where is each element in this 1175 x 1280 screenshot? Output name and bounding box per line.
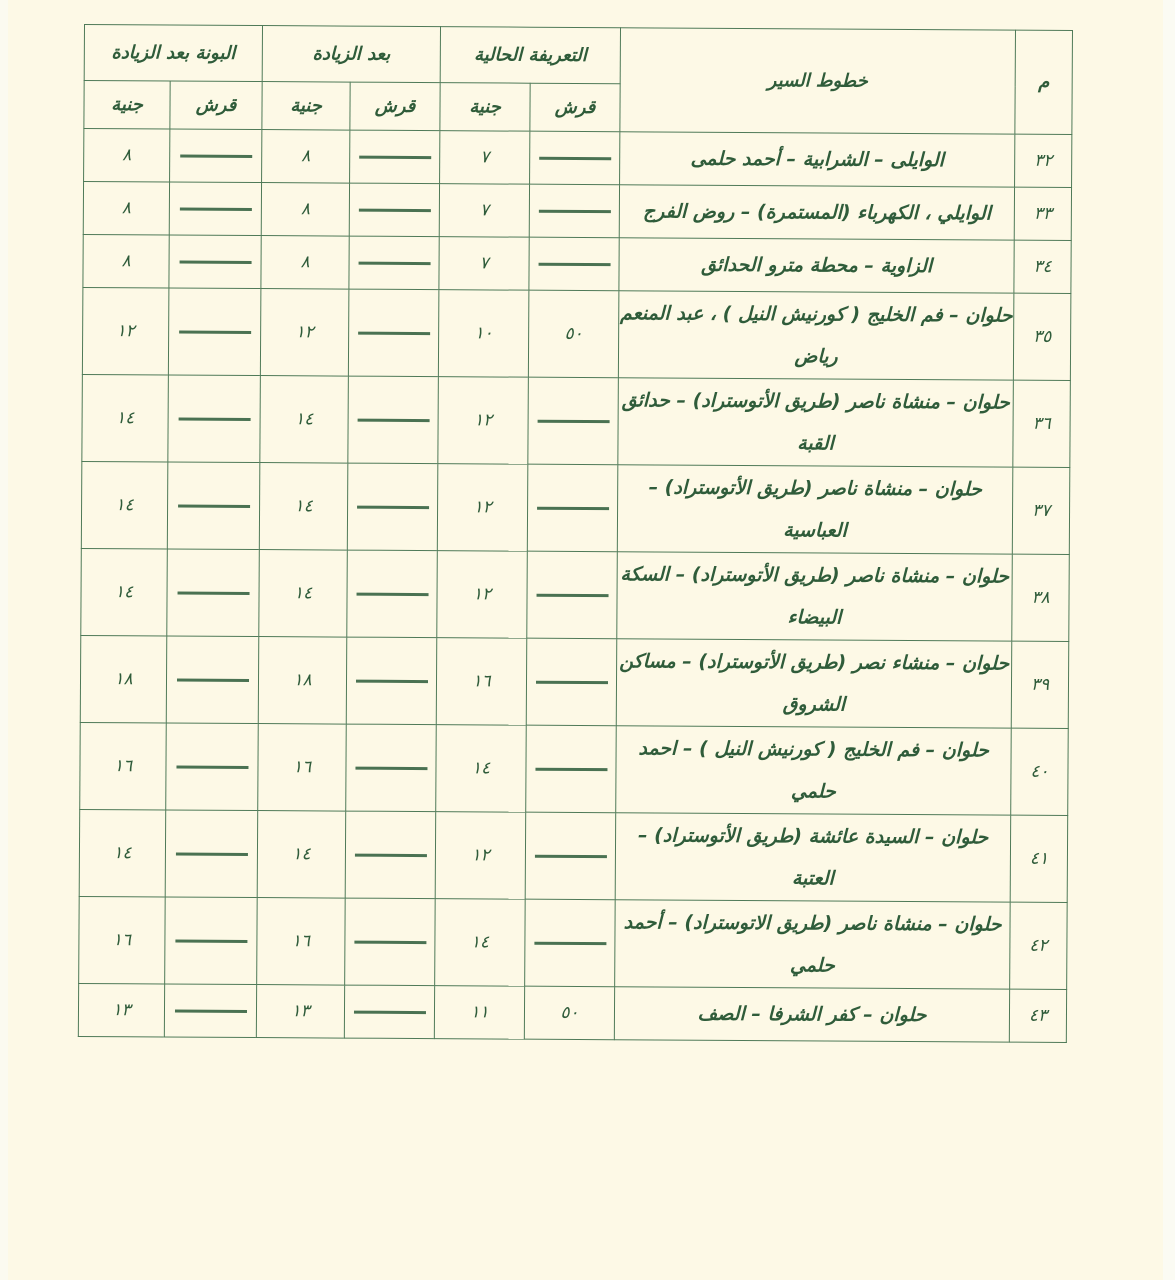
cell-current-piaster xyxy=(530,131,620,185)
header-current-pound: جنية xyxy=(440,83,530,132)
table-row xyxy=(81,461,1070,554)
route-name: الزاوية – محطة مترو الحدائق xyxy=(619,238,1014,293)
row-index: ٣٣ xyxy=(1014,187,1071,240)
cell-current-piaster xyxy=(525,812,616,900)
header-after-increase: بعد الزيادة xyxy=(262,26,440,83)
header-route: خطوط السير xyxy=(620,28,1016,134)
cell-after-piaster xyxy=(350,130,440,184)
cell-current-piaster xyxy=(527,551,618,639)
empty-dash xyxy=(537,419,609,422)
row-index: ٣٨ xyxy=(1012,554,1070,641)
empty-dash xyxy=(354,853,426,856)
cell-current-pound: ١٢ xyxy=(437,551,528,639)
row-index: ٣٩ xyxy=(1011,641,1069,728)
cell-current-pound: ١٤ xyxy=(436,725,527,813)
empty-dash xyxy=(175,939,247,942)
empty-dash xyxy=(179,207,251,210)
cell-after-pound: ١٤ xyxy=(259,463,348,551)
cell-bonus-pound: ١٢ xyxy=(82,287,169,375)
route-name: حلوان – فم الخليج ( كورنيش النيل ) ، عبد المنعم رياض xyxy=(618,291,1014,380)
cell-after-piaster xyxy=(345,811,436,899)
cell-after-pound: ١٤ xyxy=(259,550,348,638)
cell-after-piaster xyxy=(349,236,439,290)
cell-bonus-piaster xyxy=(166,723,259,811)
header-bonus-pound: جنية xyxy=(84,80,170,129)
row-index: ٣٢ xyxy=(1015,134,1072,187)
cell-after-pound: ١٤ xyxy=(257,811,346,899)
route-name: حلوان – منشاة ناصر (طريق الأتوستراد) – العباسية xyxy=(617,465,1013,554)
route-name: حلوان – فم الخليج ( كورنيش النيل ) – احمد حلمي xyxy=(616,726,1012,815)
cell-current-piaster xyxy=(529,237,619,291)
table-row xyxy=(78,983,1066,1042)
empty-dash xyxy=(354,1010,426,1013)
empty-dash xyxy=(535,767,607,770)
empty-dash xyxy=(539,156,611,159)
empty-dash xyxy=(357,418,429,421)
cell-after-pound: ٨ xyxy=(261,236,349,290)
header-current-fare: التعريفة الحالية xyxy=(440,27,620,84)
cell-current-piaster xyxy=(527,464,618,552)
cell-bonus-piaster xyxy=(164,984,256,1038)
cell-after-piaster xyxy=(347,550,438,638)
cell-bonus-piaster xyxy=(166,636,259,724)
empty-dash xyxy=(537,506,609,509)
cell-after-pound: ١٦ xyxy=(257,898,346,986)
cell-current-pound: ١٢ xyxy=(435,812,526,900)
row-index: ٤٢ xyxy=(1010,902,1068,989)
cell-after-piaster xyxy=(346,637,437,725)
cell-bonus-pound: ٨ xyxy=(83,181,169,235)
cell-bonus-piaster xyxy=(165,810,258,898)
table-row xyxy=(83,234,1071,293)
empty-dash xyxy=(534,854,606,857)
table-row xyxy=(79,896,1068,989)
cell-current-piaster xyxy=(529,184,619,238)
table-row xyxy=(82,374,1071,467)
cell-after-pound: ١٦ xyxy=(258,724,347,812)
table-row xyxy=(79,809,1068,902)
empty-dash xyxy=(176,765,248,768)
table-row xyxy=(84,128,1072,187)
cell-after-pound: ١٨ xyxy=(258,637,347,725)
empty-dash xyxy=(356,592,428,595)
table-row xyxy=(82,287,1071,380)
cell-bonus-pound: ١٤ xyxy=(81,548,168,636)
route-name: حلوان – منشاء نصر (طريق الأتوستراد) – مساكن الشروق xyxy=(616,639,1012,728)
cell-bonus-pound: ٨ xyxy=(84,128,170,182)
empty-dash xyxy=(538,209,610,212)
empty-dash xyxy=(538,262,610,265)
cell-current-pound: ١٠ xyxy=(438,290,529,378)
empty-dash xyxy=(178,417,250,420)
empty-dash xyxy=(357,505,429,508)
empty-dash xyxy=(355,766,427,769)
cell-after-piaster xyxy=(349,183,439,237)
cell-after-pound: ١٣ xyxy=(256,985,344,1039)
table-row xyxy=(81,548,1070,641)
route-name: حلوان – منشاة ناصر (طريق الأتوستراد) – حدائق القبة xyxy=(618,378,1014,467)
table-body xyxy=(78,128,1072,1042)
cell-after-pound: ١٤ xyxy=(260,376,349,464)
cell-bonus-piaster xyxy=(168,375,261,463)
route-name: حلوان – كفر الشرفا – الصف xyxy=(614,987,1009,1042)
cell-current-pound: ٧ xyxy=(439,237,529,291)
cell-current-piaster xyxy=(526,725,617,813)
document-page xyxy=(78,24,1072,1043)
header-bonus-piaster: قرش xyxy=(170,81,262,130)
row-index: ٤١ xyxy=(1010,815,1068,902)
header-after-pound: جنية xyxy=(262,82,350,131)
cell-bonus-piaster xyxy=(169,182,261,236)
cell-current-piaster: ٥٠ xyxy=(528,290,619,378)
empty-dash xyxy=(175,1009,247,1012)
route-name: حلوان – السيدة عائشة (طريق الأتوستراد) – العتبة xyxy=(615,813,1011,902)
empty-dash xyxy=(536,680,608,683)
cell-current-pound: ١٢ xyxy=(438,377,529,465)
cell-current-pound: ١٤ xyxy=(435,899,526,987)
cell-bonus-pound: ٨ xyxy=(83,234,169,288)
header-current-piaster: قرش xyxy=(530,83,620,132)
cell-after-piaster xyxy=(344,985,434,1039)
cell-bonus-pound: ١٦ xyxy=(80,722,167,810)
cell-bonus-piaster xyxy=(170,129,262,183)
row-index: ٣٤ xyxy=(1014,240,1071,293)
empty-dash xyxy=(359,155,431,158)
route-name: الوايلي ، الكهرباء (المستمرة) – روض الفرج xyxy=(619,185,1014,240)
cell-after-piaster xyxy=(346,724,437,812)
cell-bonus-piaster xyxy=(168,288,261,376)
cell-bonus-pound: ١٤ xyxy=(82,374,169,462)
cell-after-pound: ٨ xyxy=(261,183,349,237)
cell-bonus-pound: ١٦ xyxy=(79,896,166,984)
header-index: م xyxy=(1015,30,1073,134)
table-row xyxy=(80,635,1069,728)
empty-dash xyxy=(179,260,251,263)
empty-dash xyxy=(177,591,249,594)
empty-dash xyxy=(358,331,430,334)
scan-edge-right xyxy=(1163,0,1175,1280)
cell-after-piaster xyxy=(347,463,438,551)
route-name: حلوان – منشاة ناصر (طريق الاتوستراد) – أحمد حلمي xyxy=(615,900,1011,989)
empty-dash xyxy=(354,940,426,943)
route-name: الوايلى – الشرابية – أحمد حلمى xyxy=(620,132,1015,187)
row-index: ٣٦ xyxy=(1013,380,1071,467)
empty-dash xyxy=(178,504,250,507)
empty-dash xyxy=(175,852,247,855)
table-row xyxy=(83,181,1071,240)
header-bonus-after-increase: البونة بعد الزيادة xyxy=(84,24,262,81)
route-name: حلوان – منشاة ناصر (طريق الأتوستراد) – السكة البيضاء xyxy=(617,552,1013,641)
cell-current-piaster xyxy=(528,377,619,465)
cell-after-piaster xyxy=(345,898,436,986)
row-index: ٤٣ xyxy=(1009,989,1066,1042)
cell-current-pound: ١١ xyxy=(434,986,524,1040)
cell-bonus-piaster xyxy=(167,549,260,637)
cell-bonus-pound: ١٨ xyxy=(80,635,167,723)
cell-after-piaster xyxy=(348,289,439,377)
empty-dash xyxy=(534,941,606,944)
cell-after-piaster xyxy=(348,376,439,464)
cell-current-pound: ١٦ xyxy=(436,638,527,726)
cell-after-pound: ٨ xyxy=(262,130,350,184)
fare-table xyxy=(78,24,1073,1043)
cell-bonus-piaster xyxy=(165,897,258,985)
empty-dash xyxy=(180,154,252,157)
empty-dash xyxy=(179,330,251,333)
cell-bonus-pound: ١٤ xyxy=(79,809,166,897)
cell-current-piaster: ٥٠ xyxy=(524,986,614,1040)
empty-dash xyxy=(177,678,249,681)
cell-current-piaster xyxy=(525,899,616,987)
cell-current-piaster xyxy=(526,638,617,726)
cell-after-pound: ١٢ xyxy=(260,289,349,377)
row-index: ٤٠ xyxy=(1011,728,1069,815)
row-index: ٣٥ xyxy=(1013,293,1071,380)
row-index: ٣٧ xyxy=(1012,467,1070,554)
cell-current-pound: ٧ xyxy=(439,184,529,238)
cell-current-pound: ٧ xyxy=(440,131,530,185)
cell-bonus-piaster xyxy=(167,462,260,550)
header-after-piaster: قرش xyxy=(350,82,440,131)
empty-dash xyxy=(356,679,428,682)
empty-dash xyxy=(536,593,608,596)
empty-dash xyxy=(358,208,430,211)
cell-bonus-pound: ١٣ xyxy=(78,983,164,1037)
table-row xyxy=(80,722,1069,815)
cell-bonus-pound: ١٤ xyxy=(81,461,168,549)
empty-dash xyxy=(358,261,430,264)
cell-current-pound: ١٢ xyxy=(437,464,528,552)
scan-edge-left xyxy=(0,0,8,1280)
cell-bonus-piaster xyxy=(169,235,261,289)
